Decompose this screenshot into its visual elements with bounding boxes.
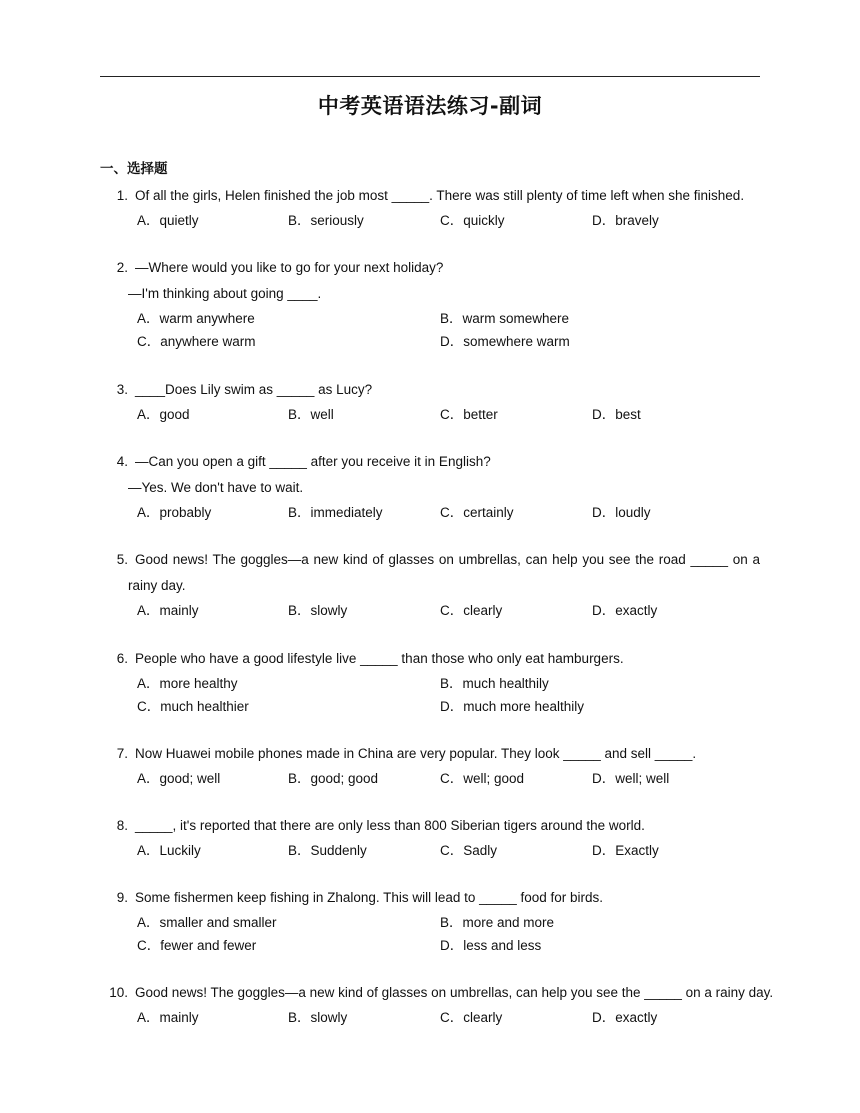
question-stem: People who have a good lifestyle live _____ than those who only eat hamburgers. bbox=[135, 651, 624, 666]
question bbox=[100, 646, 762, 718]
answer-option-a[interactable]: A．Luckily bbox=[137, 843, 201, 858]
option-row bbox=[100, 767, 762, 790]
question-number: 6. bbox=[116, 651, 128, 666]
answer-option-c[interactable]: C．much healthier bbox=[137, 699, 249, 714]
question-line bbox=[100, 573, 762, 599]
answer-option-d[interactable]: D．exactly bbox=[592, 1010, 658, 1025]
question-stem: Good news! The goggles—a new kind of glasses on umbrellas, can help you see the road _____ on a bbox=[135, 552, 760, 567]
answer-option-d[interactable]: D．best bbox=[592, 407, 641, 422]
answer-option-c[interactable]: C．clearly bbox=[440, 603, 503, 618]
option-row bbox=[100, 672, 762, 695]
question-stem: Of all the girls, Helen finished the job most _____. There was still plenty of time left when she finished. bbox=[135, 188, 745, 203]
option-row bbox=[100, 934, 762, 957]
question bbox=[100, 813, 762, 862]
question bbox=[100, 377, 762, 426]
question-number: 5. bbox=[116, 552, 128, 567]
answer-option-a[interactable]: A．good; well bbox=[137, 771, 221, 786]
question-stem-continued: —Yes. We don't have to wait. bbox=[128, 480, 304, 495]
option-row bbox=[100, 839, 762, 862]
answer-option-c[interactable]: C．certainly bbox=[440, 505, 514, 520]
answer-option-a[interactable]: A．mainly bbox=[137, 603, 199, 618]
question-number: 3. bbox=[116, 382, 128, 397]
answer-option-b[interactable]: B．much healthily bbox=[440, 676, 549, 691]
question-line bbox=[100, 813, 762, 839]
option-row bbox=[100, 1006, 762, 1029]
answer-option-c[interactable]: C．quickly bbox=[440, 213, 505, 228]
question bbox=[100, 547, 762, 622]
question bbox=[100, 255, 762, 353]
answer-option-a[interactable]: A．good bbox=[137, 407, 190, 422]
answer-option-a[interactable]: A．probably bbox=[137, 505, 212, 520]
header-rule bbox=[100, 76, 760, 77]
answer-option-b[interactable]: B．good; good bbox=[288, 771, 379, 786]
question-number: 10. bbox=[109, 985, 128, 1000]
answer-option-d[interactable]: D．loudly bbox=[592, 505, 651, 520]
question-line bbox=[100, 980, 774, 1006]
question-stem-continued: —I'm thinking about going ____. bbox=[128, 286, 322, 301]
question-stem-continued: rainy day. bbox=[128, 578, 186, 593]
answer-option-b[interactable]: B．warm somewhere bbox=[440, 311, 570, 326]
question-line bbox=[100, 183, 762, 209]
answer-option-a[interactable]: A．warm anywhere bbox=[137, 311, 255, 326]
question-number: 7. bbox=[116, 746, 128, 761]
question-number: 4. bbox=[116, 454, 128, 469]
answer-option-b[interactable]: B．Suddenly bbox=[288, 843, 367, 858]
question-number: 9. bbox=[116, 890, 128, 905]
question-line bbox=[100, 255, 762, 281]
question-stem: —Can you open a gift _____ after you receive it in English? bbox=[135, 454, 491, 469]
answer-option-d[interactable]: D．exactly bbox=[592, 603, 658, 618]
answer-option-c[interactable]: C．well; good bbox=[440, 771, 525, 786]
question-line bbox=[100, 475, 762, 501]
answer-option-d[interactable]: D．much more healthily bbox=[440, 699, 585, 714]
answer-option-a[interactable]: A．smaller and smaller bbox=[137, 915, 277, 930]
answer-option-b[interactable]: B．immediately bbox=[288, 505, 383, 520]
question-number: 8. bbox=[116, 818, 128, 833]
option-row bbox=[100, 330, 762, 353]
option-row bbox=[100, 599, 762, 622]
option-row bbox=[100, 403, 762, 426]
answer-option-c[interactable]: C．better bbox=[440, 407, 498, 422]
option-row bbox=[100, 501, 762, 524]
question-line bbox=[100, 281, 762, 307]
question-line bbox=[100, 646, 762, 672]
answer-option-c[interactable]: C．fewer and fewer bbox=[137, 938, 257, 953]
option-row bbox=[100, 307, 762, 330]
answer-option-d[interactable]: D．bravely bbox=[592, 213, 659, 228]
question-line bbox=[100, 547, 762, 573]
question bbox=[100, 980, 774, 1029]
option-row bbox=[100, 209, 762, 232]
answer-option-d[interactable]: D．somewhere warm bbox=[440, 334, 570, 349]
question bbox=[100, 183, 762, 232]
answer-option-b[interactable]: B．well bbox=[288, 407, 334, 422]
question bbox=[100, 449, 762, 524]
question-stem: Some fishermen keep fishing in Zhalong. This will lead to _____ food for birds. bbox=[135, 890, 604, 905]
answer-option-a[interactable]: A．mainly bbox=[137, 1010, 199, 1025]
option-row bbox=[100, 911, 762, 934]
answer-option-c[interactable]: C．clearly bbox=[440, 1010, 503, 1025]
answer-option-c[interactable]: C．anywhere warm bbox=[137, 334, 256, 349]
answer-option-d[interactable]: D．well; well bbox=[592, 771, 670, 786]
question bbox=[100, 741, 762, 790]
answer-option-d[interactable]: D．Exactly bbox=[592, 843, 659, 858]
question-number: 1. bbox=[116, 188, 128, 203]
question-number: 2. bbox=[116, 260, 128, 275]
document-title: 中考英语语法练习-副词 bbox=[317, 94, 543, 118]
question bbox=[100, 885, 762, 957]
question-stem: Good news! The goggles—a new kind of glasses on umbrellas, can help you see the _____ on a rainy day. bbox=[135, 985, 774, 1000]
answer-option-b[interactable]: B．seriously bbox=[288, 213, 364, 228]
question-stem: Now Huawei mobile phones made in China are very popular. They look _____ and sell _____. bbox=[135, 746, 697, 761]
answer-option-b[interactable]: B．more and more bbox=[440, 915, 555, 930]
question-line bbox=[100, 741, 762, 767]
answer-option-a[interactable]: A．quietly bbox=[137, 213, 199, 228]
question-line bbox=[100, 885, 762, 911]
answer-option-d[interactable]: D．less and less bbox=[440, 938, 542, 953]
question-stem: ____Does Lily swim as _____ as Lucy? bbox=[135, 382, 373, 397]
question-line bbox=[100, 449, 762, 475]
question-stem: _____, it's reported that there are only less than 800 Siberian tigers around the world. bbox=[135, 818, 645, 833]
answer-option-b[interactable]: B．slowly bbox=[288, 1010, 348, 1025]
option-row bbox=[100, 695, 762, 718]
question-line bbox=[100, 377, 762, 403]
question-stem: —Where would you like to go for your next holiday? bbox=[135, 260, 444, 275]
answer-option-c[interactable]: C．Sadly bbox=[440, 843, 498, 858]
section-heading: 一、选择题 bbox=[100, 161, 168, 177]
answer-option-b[interactable]: B．slowly bbox=[288, 603, 348, 618]
answer-option-a[interactable]: A．more healthy bbox=[137, 676, 238, 691]
